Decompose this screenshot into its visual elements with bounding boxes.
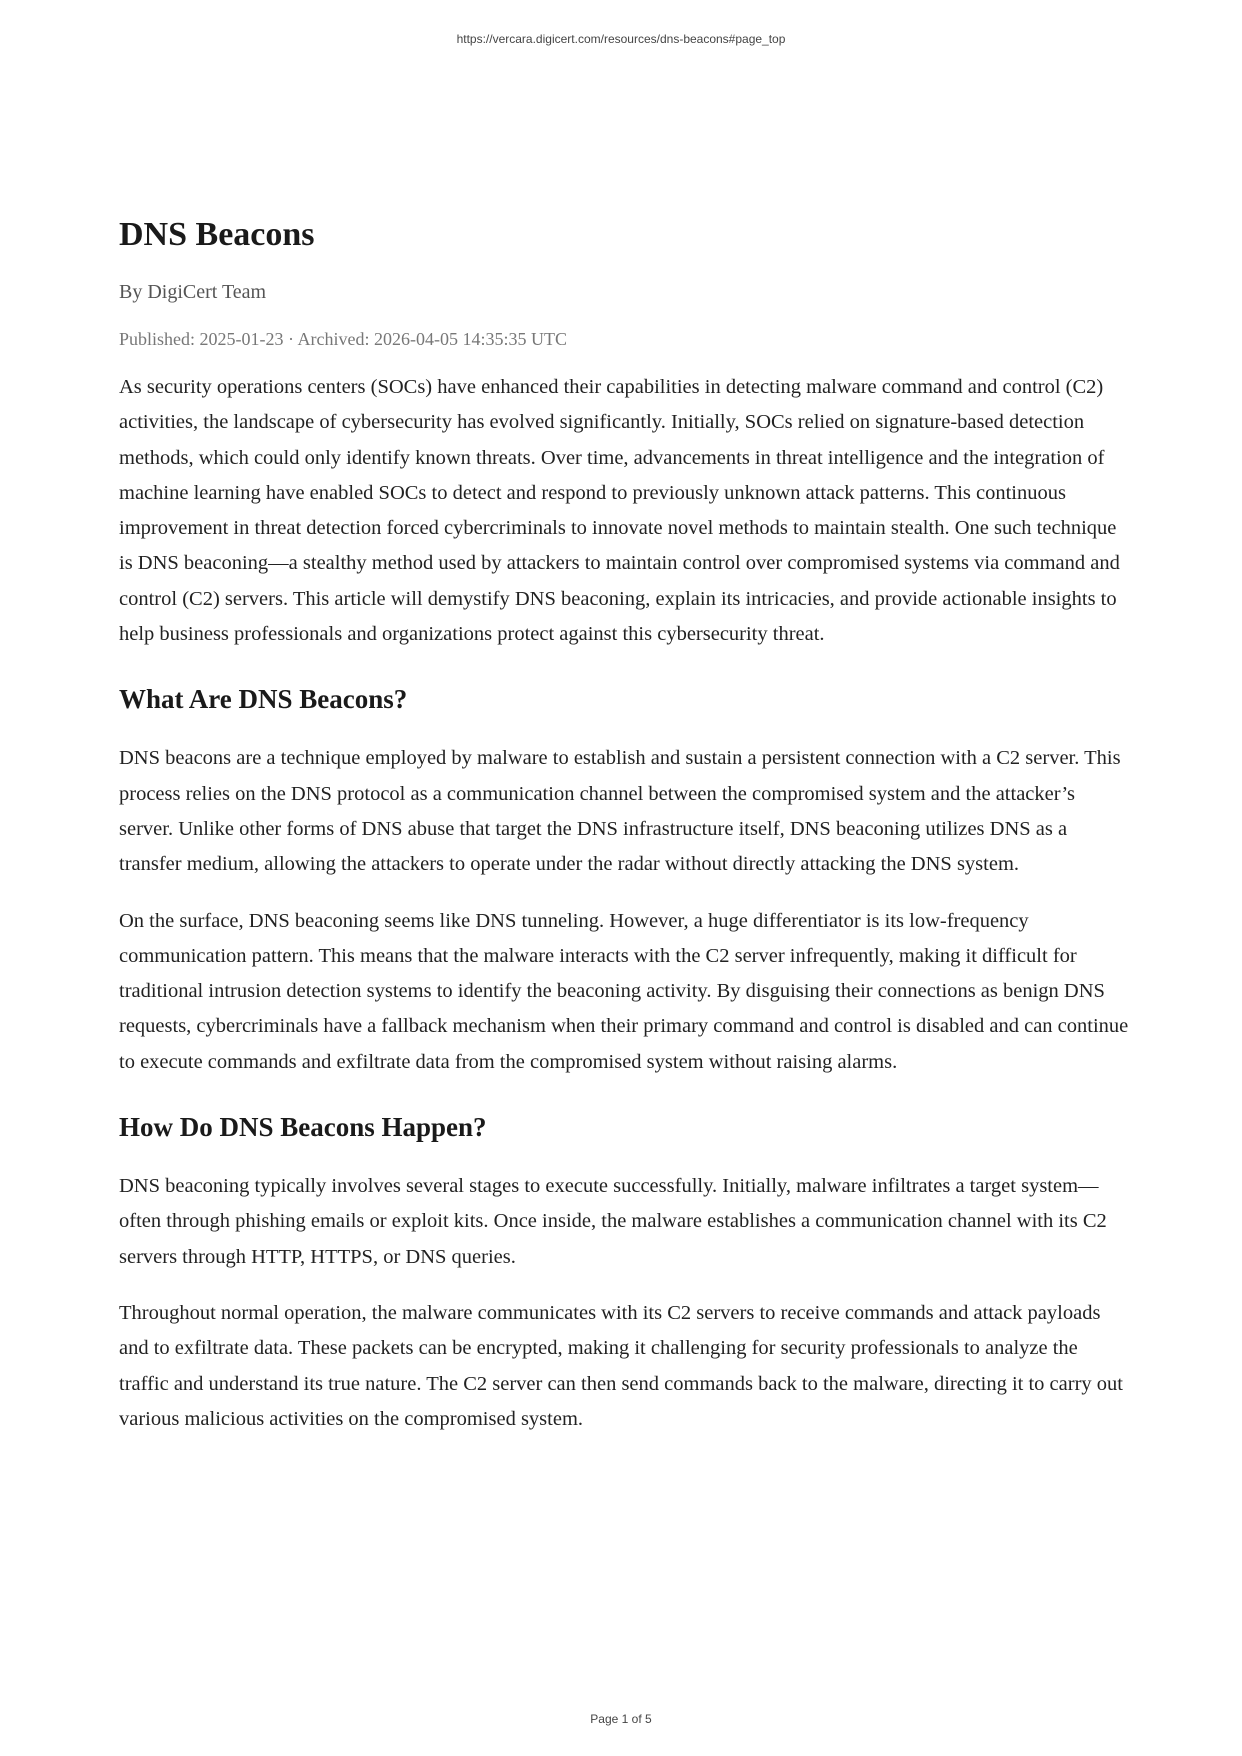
article-publish-meta: Published: 2025-01-23 · Archived: 2026-04-05 14:35:35 UTC <box>119 329 567 349</box>
article-title: DNS Beacons <box>119 216 315 253</box>
page-url-header: https://vercara.digicert.com/resources/dns-beacons#page_top <box>456 32 786 46</box>
section-paragraph: DNS beacons are a technique employed by malware to establish and sustain a persistent connection with a C2 server. This process relies on the DNS protocol as a communication channel between the compromised system and the attacker’s server. Unlike other forms of DNS abuse that target the DNS infrastructure itself, DNS beaconing utilizes DNS as a transfer medium, allowing the attackers to operate under the radar without directly attacking the DNS system. <box>119 747 1121 876</box>
section-paragraph: DNS beaconing typically involves several stages to execute successfully. Initially, malware infiltrates a target system—often through phishing emails or exploit kits. Once inside, the malware establishes a communication channel with its C2 servers through HTTP, HTTPS, or DNS queries. <box>119 1175 1107 1268</box>
section-heading-how-do-dns-beacons-happen: How Do DNS Beacons Happen? <box>119 1112 487 1143</box>
article-byline: By DigiCert Team <box>119 281 267 303</box>
section-heading-what-are-dns-beacons: What Are DNS Beacons? <box>119 684 408 715</box>
article <box>119 212 1129 1437</box>
page-number-footer: Page 1 of 5 <box>590 1712 652 1726</box>
section-paragraph: Throughout normal operation, the malware communicates with its C2 servers to receive commands and attack payloads and to exfiltrate data. These packets can be encrypted, making it challenging for security professionals to analyze the traffic and understand its true nature. The C2 server can then send commands back to the malware, directing it to carry out various malicious activities on the compromised system. <box>119 1301 1123 1430</box>
section-paragraph: On the surface, DNS beaconing seems like DNS tunneling. However, a huge differentiator is its low-frequency communication pattern. This means that the malware interacts with the C2 server infrequently, making it difficult for traditional intrusion detection systems to identify the beaconing activity. By disguising their connections as benign DNS requests, cybercriminals have a fallback mechanism when their primary command and control is disabled and can continue to execute commands and exfiltrate data from the compromised system without raising alarms. <box>119 909 1129 1073</box>
intro-paragraph: As security operations centers (SOCs) have enhanced their capabilities in detecting malware command and control (C2) activities, the landscape of cybersecurity has evolved significantly. Initially, SOCs relied on signature-based detection methods, which could only identify known threats. Over time, advancements in threat intelligence and the integration of machine learning have enabled SOCs to detect and respond to previously unknown attack patterns. This continuous improvement in threat detection forced cybercriminals to innovate novel methods to maintain stealth. One such technique is DNS beaconing—a stealthy method used by attackers to maintain control over compromised systems via command and control (C2) servers. This article will demystify DNS beaconing, explain its intricacies, and provide actionable insights to help business professionals and organizations protect against this cybersecurity threat. <box>119 376 1120 646</box>
